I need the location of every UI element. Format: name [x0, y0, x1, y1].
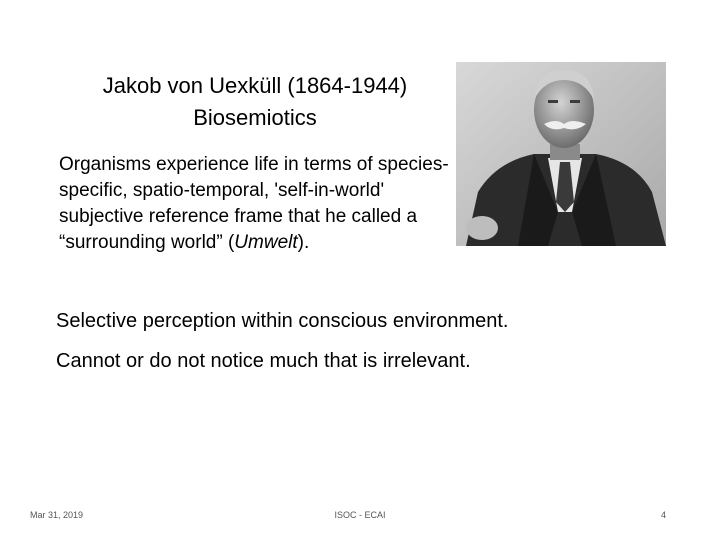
intro-emphasis: Umwelt [234, 232, 298, 253]
bullet-item: Cannot or do not notice much that is irrelevant. [56, 350, 471, 372]
bullet-item: Selective perception within conscious environment. [56, 310, 509, 332]
portrait-photo [456, 62, 666, 246]
footer-page-number: 4 [660, 510, 666, 520]
intro-paragraph [59, 152, 459, 256]
intro-text-before: Organisms experience life in terms of species-specific, spatio-temporal, 'self-in-world' subjective reference frame that he called a “surrounding world” ( [59, 154, 449, 253]
footer-date: Mar 31, 2019 [30, 510, 84, 520]
title-line-1: Jakob von Uexküll (1864-1944) [102, 73, 408, 98]
slide-title [40, 70, 470, 134]
portrait-illustration [456, 62, 666, 246]
footer-center-text: ISOC - ECAI [334, 510, 386, 520]
intro-text-after: ). [297, 232, 310, 253]
title-line-2: Biosemiotics [193, 105, 317, 130]
